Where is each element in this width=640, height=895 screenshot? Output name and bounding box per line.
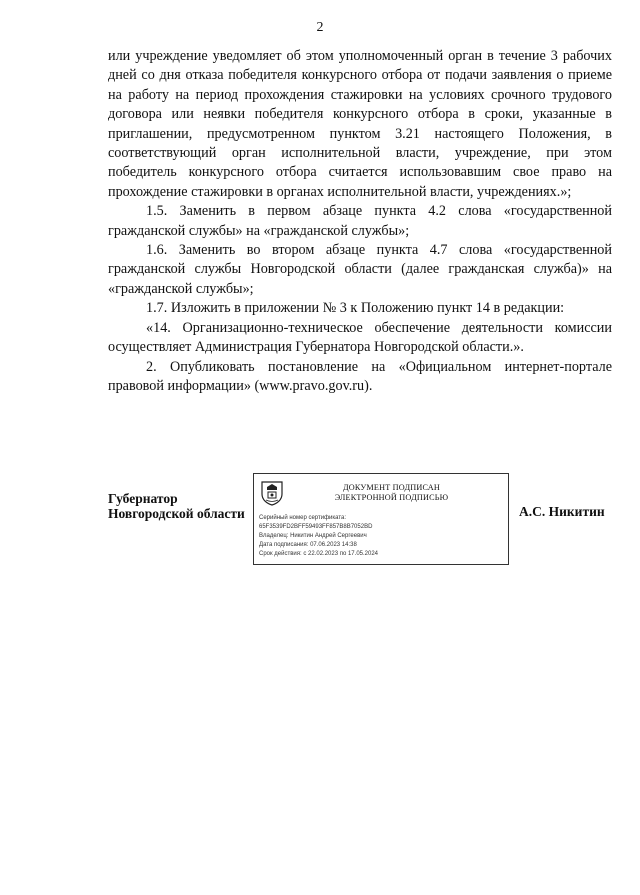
stamp-details xyxy=(259,514,378,559)
signed-date: Дата подписания: 07.06.2023 14:38 xyxy=(259,542,357,548)
paragraph: 1.5. Заменить в первом абзаце пункта 4.2 слова «государственной гражданской службы» на «гражданской службы»; xyxy=(108,203,612,239)
stamp-title: ДОКУМЕНТ ПОДПИСАН ЭЛЕКТРОННОЙ ПОДПИСЬЮ xyxy=(334,483,449,502)
cert-owner: Владелец: Никитин Андрей Сергеевич xyxy=(259,533,367,539)
e-signature-stamp xyxy=(253,473,509,565)
cert-number: 65F3539FD2BFF59493FF857B8B7052BD xyxy=(259,524,373,530)
signatory-position xyxy=(108,491,245,521)
signatory-name: А.С. Никитин xyxy=(519,504,605,519)
paragraph: «14. Организационно-техническое обеспечение деятельности комиссии осуществляет Администрация Губернатора Новгородской области.». xyxy=(108,319,612,356)
document-body xyxy=(108,47,612,396)
position-line: Губернатор xyxy=(108,491,178,506)
paragraph: 1.7. Изложить в приложении № 3 к Положению пункт 14 в редакции: xyxy=(146,300,565,317)
paragraph: 1.6. Заменить во втором абзаце пункта 4.7 слова «государственной гражданской службы Новгородской области (далее гражданская служба)» на «гражданской службы»; xyxy=(108,242,612,297)
cert-validity: Срок действия: с 22.02.2023 по 17.05.2024 xyxy=(259,551,379,557)
page-number: 2 xyxy=(316,20,324,35)
position-line: Новгородской области xyxy=(108,506,245,521)
paragraph: или учреждение уведомляет об этом уполномоченный орган в течение 3 рабочих дней со дня отказа победителя конкурсного отбора от подачи заявления о приеме на работу на период прохождения стажировки на условиях срочного трудового договора или неявки победителя конкурсного отбора в сроки, указанные в приглашении, предусмотренном пунктом 3.21 настоящего Положения, в соответствующий орган исполнительной власти, учреждение, при этом победитель конкурсного отбора считается использовавшим свое право на прохождение стажировки в органах исполнительной власти, учреждениях.»; xyxy=(108,48,612,200)
cert-label: Серийный номер сертификата: xyxy=(259,515,347,521)
paragraph: 2. Опубликовать постановление на «Официальном интернет-портале правовой информации» (www.pravo.gov.ru). xyxy=(108,358,612,394)
coat-of-arms-icon xyxy=(260,480,284,506)
